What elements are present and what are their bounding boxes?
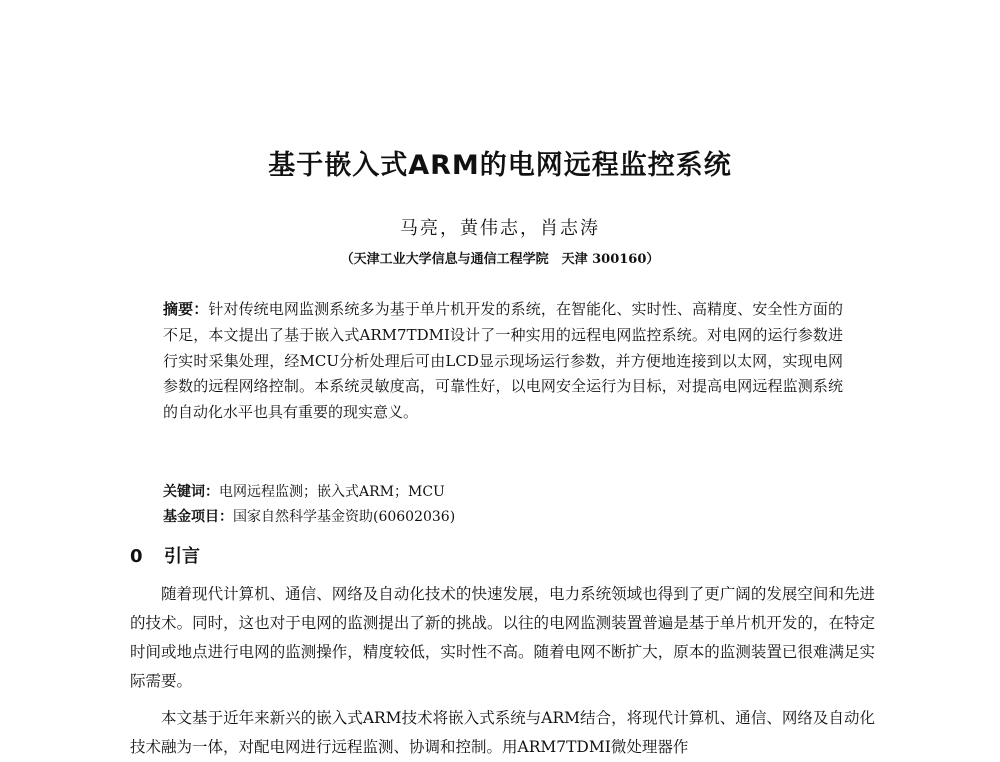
keywords-label: 关键词：: [163, 484, 219, 500]
body-paragraph-2: [130, 704, 875, 762]
fund-label: 基金项目：: [163, 509, 233, 525]
fund-line: [163, 506, 843, 526]
keywords-line: [163, 481, 843, 501]
paper-title: 基于嵌入式ARM的电网远程监控系统: [268, 150, 732, 181]
abstract-text: 针对传统电网监测系统多为基于单片机开发的系统，在智能化、实时性、高精度、安全性方面的不足，本文提出了基于嵌入式ARM7TDMI设计了一种实用的远程电网监控系统。对电网的运行参数进行实时采集处理，经MCU分析处理后可由LCD显示现场运行参数，并方便地连接到以太网，实现电网参数的远程网络控制。本系统灵敏度高，可靠性好，以电网安全运行为目标，对提高电网远程监测系统的自动化水平也具有重要的现实意义。: [163, 300, 843, 422]
body-paragraph-1: [130, 580, 875, 696]
author-affiliation: （天津工业大学信息与通信工程学院 天津 300160）: [340, 252, 660, 267]
keywords-text: 电网远程监测；嵌入式ARM；MCU: [219, 484, 445, 500]
author-list: 马亮，黄伟志，肖志涛: [400, 218, 600, 239]
paragraph-text: 本文基于近年来新兴的嵌入式ARM技术将嵌入式系统与ARM结合，将现代计算机、通信、网络及自动化技术融为一体，对配电网进行远程监测、协调和控制。用ARM7TDMI微处理器作: [130, 709, 875, 756]
abstract-block: [163, 297, 843, 426]
section-number: 0: [130, 546, 143, 567]
section-heading: [130, 542, 200, 568]
abstract-label: 摘要：: [163, 300, 209, 318]
section-title: 引言: [164, 546, 200, 567]
paragraph-text: 随着现代计算机、通信、网络及自动化技术的快速发展，电力系统领域也得到了更广阔的发展空间和先进的技术。同时，这也对于电网的监测提出了新的挑战。以往的电网监测装置普遍是基于单片机开发的，在特定时间或地点进行电网的监测操作，精度较低，实时性不高。随着电网不断扩大，原本的监测装置已很难满足实际需要。: [130, 585, 875, 690]
fund-text: 国家自然科学基金资助(60602036): [233, 509, 456, 525]
